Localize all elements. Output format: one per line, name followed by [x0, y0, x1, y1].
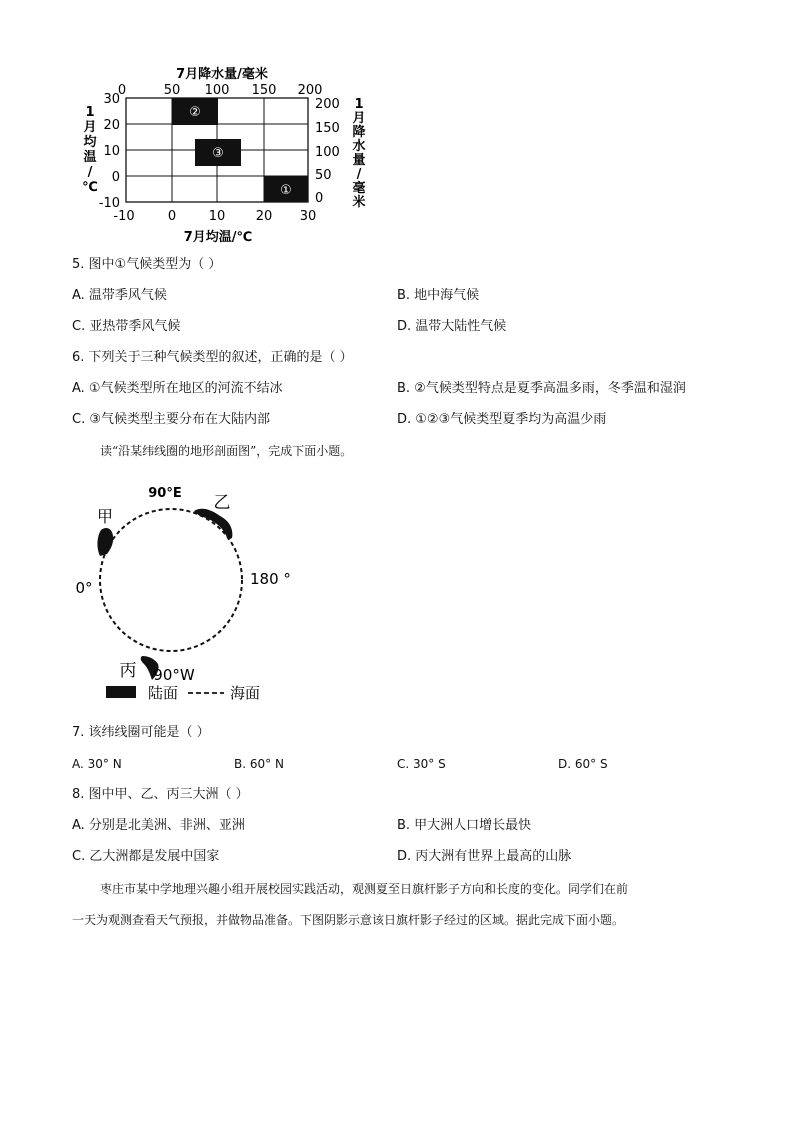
climate-box-3 [195, 139, 241, 166]
q8-option-a[interactable]: A. 分别是北美洲、非洲、亚洲 [72, 818, 245, 833]
left-axis-title-char: 月 [83, 120, 97, 135]
right-axis-title-char: 月 [352, 111, 366, 126]
intro-latitude-profile: 读“沿某纬线圈的地形剖面图”，完成下面小题。 [100, 444, 353, 458]
climate-box-2-label: ② [189, 105, 201, 120]
right-tick: 150 [315, 121, 340, 136]
right-tick: 50 [315, 168, 332, 183]
top-tick: 0 [117, 83, 127, 98]
q7-option-b[interactable]: B. 60° N [234, 757, 284, 771]
legend-sea-label: 海面 [230, 684, 261, 702]
latitude-profile-figure [70, 478, 310, 708]
top-tick: 100 [204, 83, 230, 98]
left-tick: 10 [103, 144, 120, 159]
q7-option-d[interactable]: D. 60° S [558, 757, 608, 771]
land-yi [194, 509, 232, 540]
left-tick: 0 [111, 170, 120, 185]
right-axis-title-char: 毫 [352, 181, 366, 196]
bottom-tick: 20 [255, 209, 273, 224]
q5-option-b[interactable]: B. 地中海气候 [397, 288, 480, 303]
q8-option-b[interactable]: B. 甲大洲人口增长最快 [397, 818, 532, 833]
bottom-tick: 0 [167, 209, 177, 224]
intro-flagpole-line2: 一天为观测查看天气预报，并做物品准备。下图阴影示意该日旗杆影子经过的区域。据此完成下面小题。 [72, 913, 625, 927]
left-axis-title [82, 105, 98, 195]
bottom-tick: 30 [299, 209, 317, 224]
q7-option-c[interactable]: C. 30° S [397, 757, 446, 771]
intro-flagpole-line1: 枣庄市某中学地理兴趣小组开展校园实践活动，观测夏至日旗杆影子方向和长度的变化。同学们在前 [100, 882, 629, 896]
right-axis-title-char: 米 [352, 195, 366, 210]
q6-option-c[interactable]: C. ③气候类型主要分布在大陆内部 [72, 412, 270, 427]
sea-circle [100, 509, 242, 651]
right-tick: 100 [315, 145, 340, 160]
climate-chart [70, 60, 390, 250]
q6-option-d[interactable]: D. ①②③气候类型夏季均为高温少雨 [397, 412, 607, 427]
right-axis-title-char: 水 [352, 139, 366, 154]
top-axis-title: 7月降水量/毫米 [176, 67, 268, 82]
left-axis-title-char: / [87, 165, 93, 180]
q5-option-d[interactable]: D. 温带大陆性气候 [397, 319, 507, 334]
q5-option-a[interactable]: A. 温带季风气候 [72, 288, 167, 303]
q8-option-d[interactable]: D. 丙大洲有世界上最高的山脉 [397, 849, 572, 864]
label-90e: 90°E [148, 486, 182, 501]
label-bing: 丙 [119, 661, 137, 681]
q8-option-c[interactable]: C. 乙大洲都是发展中国家 [72, 849, 220, 864]
right-axis-title-char: 降 [352, 125, 366, 140]
legend [106, 684, 260, 702]
top-ticks [118, 83, 323, 98]
left-tick: -10 [98, 196, 120, 211]
top-tick: 50 [163, 83, 181, 98]
left-tick: 20 [103, 118, 120, 133]
q5-stem: 5. 图中①气候类型为（ ） [72, 257, 222, 272]
q7-stem: 7. 该纬线圈可能是（ ） [72, 725, 210, 740]
left-axis-title-char: 1 [85, 105, 95, 120]
climate-box-3-label: ③ [212, 146, 224, 161]
label-yi: 乙 [213, 493, 231, 513]
top-tick: 150 [251, 83, 277, 98]
bottom-tick: -10 [113, 209, 135, 224]
right-tick: 0 [315, 191, 324, 206]
right-axis-title-char: 1 [354, 97, 364, 112]
left-ticks [99, 92, 120, 211]
q6-option-b[interactable]: B. ②气候类型特点是夏季高温多雨，冬季温和湿润 [397, 381, 686, 396]
left-tick: 30 [103, 92, 120, 107]
top-tick: 200 [297, 83, 323, 98]
land-jia [97, 528, 113, 556]
climate-box-2 [172, 98, 218, 125]
bottom-tick: 10 [208, 209, 226, 224]
q6-option-a[interactable]: A. ①气候类型所在地区的河流不结冰 [72, 381, 283, 396]
left-axis-title-char: ℃ [82, 180, 98, 195]
left-axis-title-char: 均 [83, 135, 97, 150]
q7-option-a[interactable]: A. 30° N [72, 757, 122, 771]
q8-stem: 8. 图中甲、乙、丙三大洲（ ） [72, 787, 249, 802]
legend-land-swatch [106, 686, 136, 698]
label-90w: 90°W [153, 666, 195, 684]
label-0: 0° [75, 579, 93, 597]
bottom-ticks [113, 209, 316, 224]
label-180: 180 ° [250, 570, 291, 588]
right-axis-title-char: 量 [352, 153, 366, 168]
climate-box-1-label: ① [280, 183, 292, 198]
right-tick: 200 [315, 97, 340, 112]
right-axis-title [351, 97, 365, 210]
q5-option-c[interactable]: C. 亚热带季风气候 [72, 319, 181, 334]
q6-stem: 6. 下列关于三种气候类型的叙述，正确的是（ ） [72, 350, 353, 365]
legend-land-label: 陆面 [148, 684, 179, 702]
climate-box-1 [264, 176, 308, 202]
left-axis-title-char: 温 [83, 150, 97, 165]
bottom-axis-title: 7月均温/℃ [183, 230, 253, 245]
label-jia: 甲 [96, 507, 114, 526]
right-axis-title-char: / [356, 167, 362, 182]
right-ticks [315, 97, 340, 206]
